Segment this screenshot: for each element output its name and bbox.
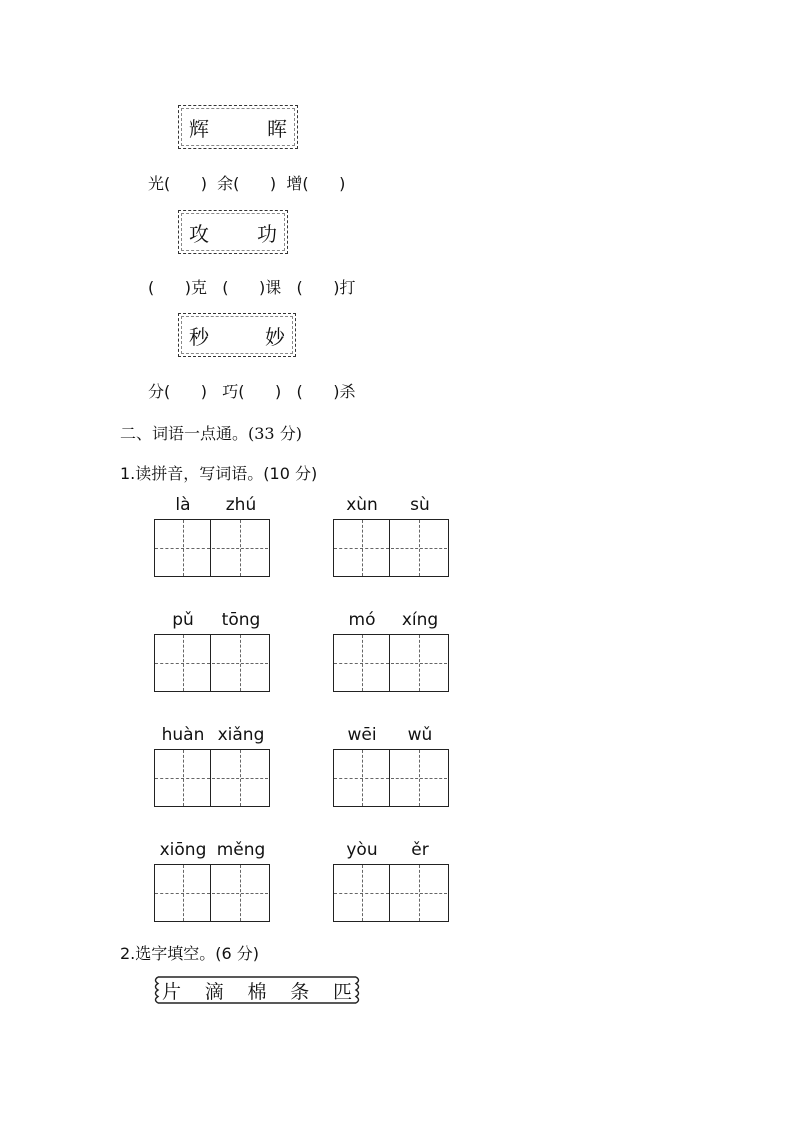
choice-char: 匹 (332, 980, 352, 1003)
pinyin-syllable: là (175, 495, 191, 515)
pinyin-syllable: tōng (221, 610, 261, 630)
char-option: 功 (257, 221, 277, 246)
writing-grid[interactable] (154, 519, 270, 577)
writing-grid[interactable] (154, 749, 270, 807)
pinyin-syllable: měng (216, 840, 266, 860)
pinyin-syllable: xùn (346, 495, 378, 515)
fill-line-2: ( )克 ( )课 ( )打 (148, 278, 356, 297)
pinyin-syllable: zhú (225, 495, 257, 515)
question-2-title: 2.选字填空。(6 分) (120, 944, 260, 963)
fill-line-1: 光( ) 余( ) 增( ) (148, 174, 346, 193)
char-box-1 (178, 105, 298, 149)
writing-grid[interactable] (333, 519, 449, 577)
char-option: 晖 (267, 116, 287, 141)
pinyin-syllable: xíng (401, 610, 439, 630)
writing-grid[interactable] (333, 749, 449, 807)
pinyin-syllable: yòu (346, 840, 378, 860)
choice-char: 棉 (247, 980, 267, 1003)
choice-char: 条 (290, 980, 310, 1003)
char-option: 攻 (189, 221, 209, 246)
char-option: 妙 (265, 324, 285, 349)
writing-grid[interactable] (333, 634, 449, 692)
pinyin-syllable: wǔ (407, 725, 433, 745)
pinyin-syllable: ěr (411, 840, 429, 860)
char-box-3 (178, 313, 296, 357)
choice-char: 滴 (204, 980, 224, 1003)
writing-grid[interactable] (154, 634, 270, 692)
pinyin-syllable: huàn (161, 725, 205, 745)
pinyin-syllable: pǔ (172, 610, 194, 630)
writing-grid[interactable] (333, 864, 449, 922)
pinyin-syllable: xiǎng (217, 725, 265, 745)
char-choice-box (152, 975, 362, 1005)
char-option: 辉 (189, 116, 209, 141)
pinyin-syllable: sù (410, 495, 430, 515)
choice-char: 片 (162, 980, 182, 1003)
fill-line-3: 分( ) 巧( ) ( )杀 (148, 382, 356, 401)
char-option: 秒 (189, 324, 209, 349)
writing-grid[interactable] (154, 864, 270, 922)
pinyin-syllable: xiōng (159, 840, 207, 860)
char-box-2 (178, 210, 288, 254)
section-heading: 二、词语一点通。(33 分) (120, 424, 302, 443)
question-1-title: 1.读拼音，写词语。(10 分) (120, 464, 318, 483)
pinyin-syllable: wēi (347, 725, 377, 745)
pinyin-syllable: mó (348, 610, 376, 630)
